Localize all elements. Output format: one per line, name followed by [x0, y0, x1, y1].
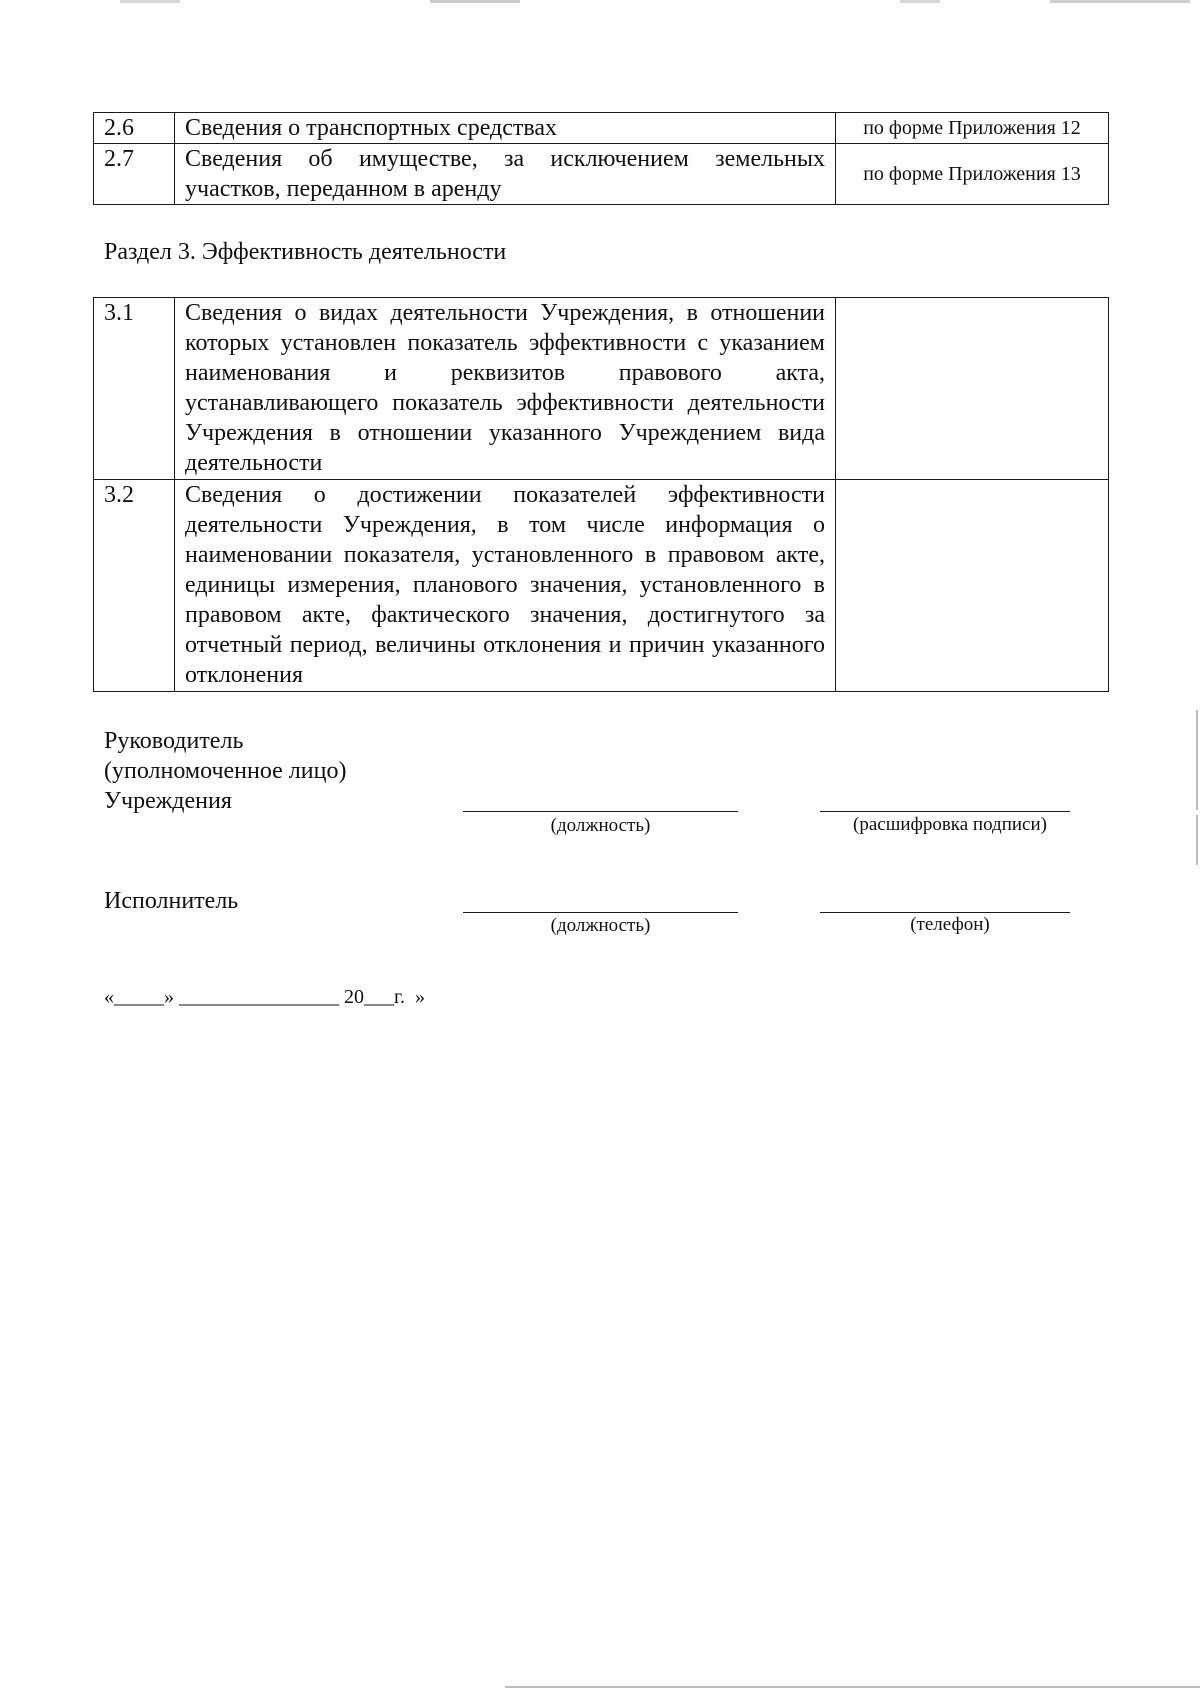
executor-position-caption: (должность): [550, 915, 651, 936]
date-line: «_____» ________________ 20___г. »: [104, 986, 425, 1008]
row-form-reference: по форме Приложения 13: [836, 144, 1109, 205]
decoding-caption: (расшифровка подписи): [853, 814, 1047, 835]
section-title: Раздел 3. Эффективность деятельности: [104, 239, 507, 265]
scan-artifact-top: [0, 0, 1200, 8]
row-description: Сведения о транспортных средствах: [175, 113, 836, 144]
row-number: 2.6: [94, 113, 175, 144]
row-form-reference: по форме Приложения 12: [836, 113, 1109, 144]
head-label-line: (уполномоченное лицо): [104, 758, 347, 784]
position-signature-line: [463, 811, 738, 812]
row-description: Сведения об имуществе, за исключением земельных участков, переданном в аренду: [175, 144, 836, 205]
row-form-reference: [836, 298, 1109, 480]
head-signature-label: [104, 726, 346, 816]
scan-artifact-edge: [1196, 710, 1198, 810]
row-description: Сведения о видах деятельности Учреждения, в отношении которых установлен показатель эффективности с указанием наименования и реквизитов правового акта, устанавливающего показатель эффективности деятельности Учреждения в отношении указанного Учреждением вида деятельности: [175, 298, 836, 480]
scan-artifact-bottom: [505, 1686, 1200, 1688]
efficiency-table: [93, 297, 1109, 692]
executor-label: Исполнитель: [104, 888, 239, 914]
head-label-line: Руководитель: [104, 728, 244, 754]
row-number: 3.1: [94, 298, 175, 480]
scan-artifact-edge: [1196, 815, 1198, 865]
decoding-signature-line: [820, 811, 1070, 812]
property-info-table: [93, 112, 1109, 205]
phone-line: [820, 912, 1070, 913]
position-caption: (должность): [550, 815, 651, 836]
executor-position-line: [463, 912, 738, 913]
row-number: 3.2: [94, 480, 175, 692]
row-form-reference: [836, 480, 1109, 692]
row-number: 2.7: [94, 144, 175, 205]
table-row: [94, 298, 1109, 480]
table-row: [94, 144, 1109, 205]
head-label-line: Учреждения: [104, 788, 232, 814]
phone-caption: (телефон): [910, 914, 990, 935]
table-row: [94, 113, 1109, 144]
row-description: Сведения о достижении показателей эффективности деятельности Учреждения, в том числе информация о наименовании показателя, установленного в правовом акте, единицы измерения, планового значения, установленного в правовом акте, фактического значения, достигнутого за отчетный период, величины отклонения и причин указанного отклонения: [175, 480, 836, 692]
table-row: [94, 480, 1109, 692]
